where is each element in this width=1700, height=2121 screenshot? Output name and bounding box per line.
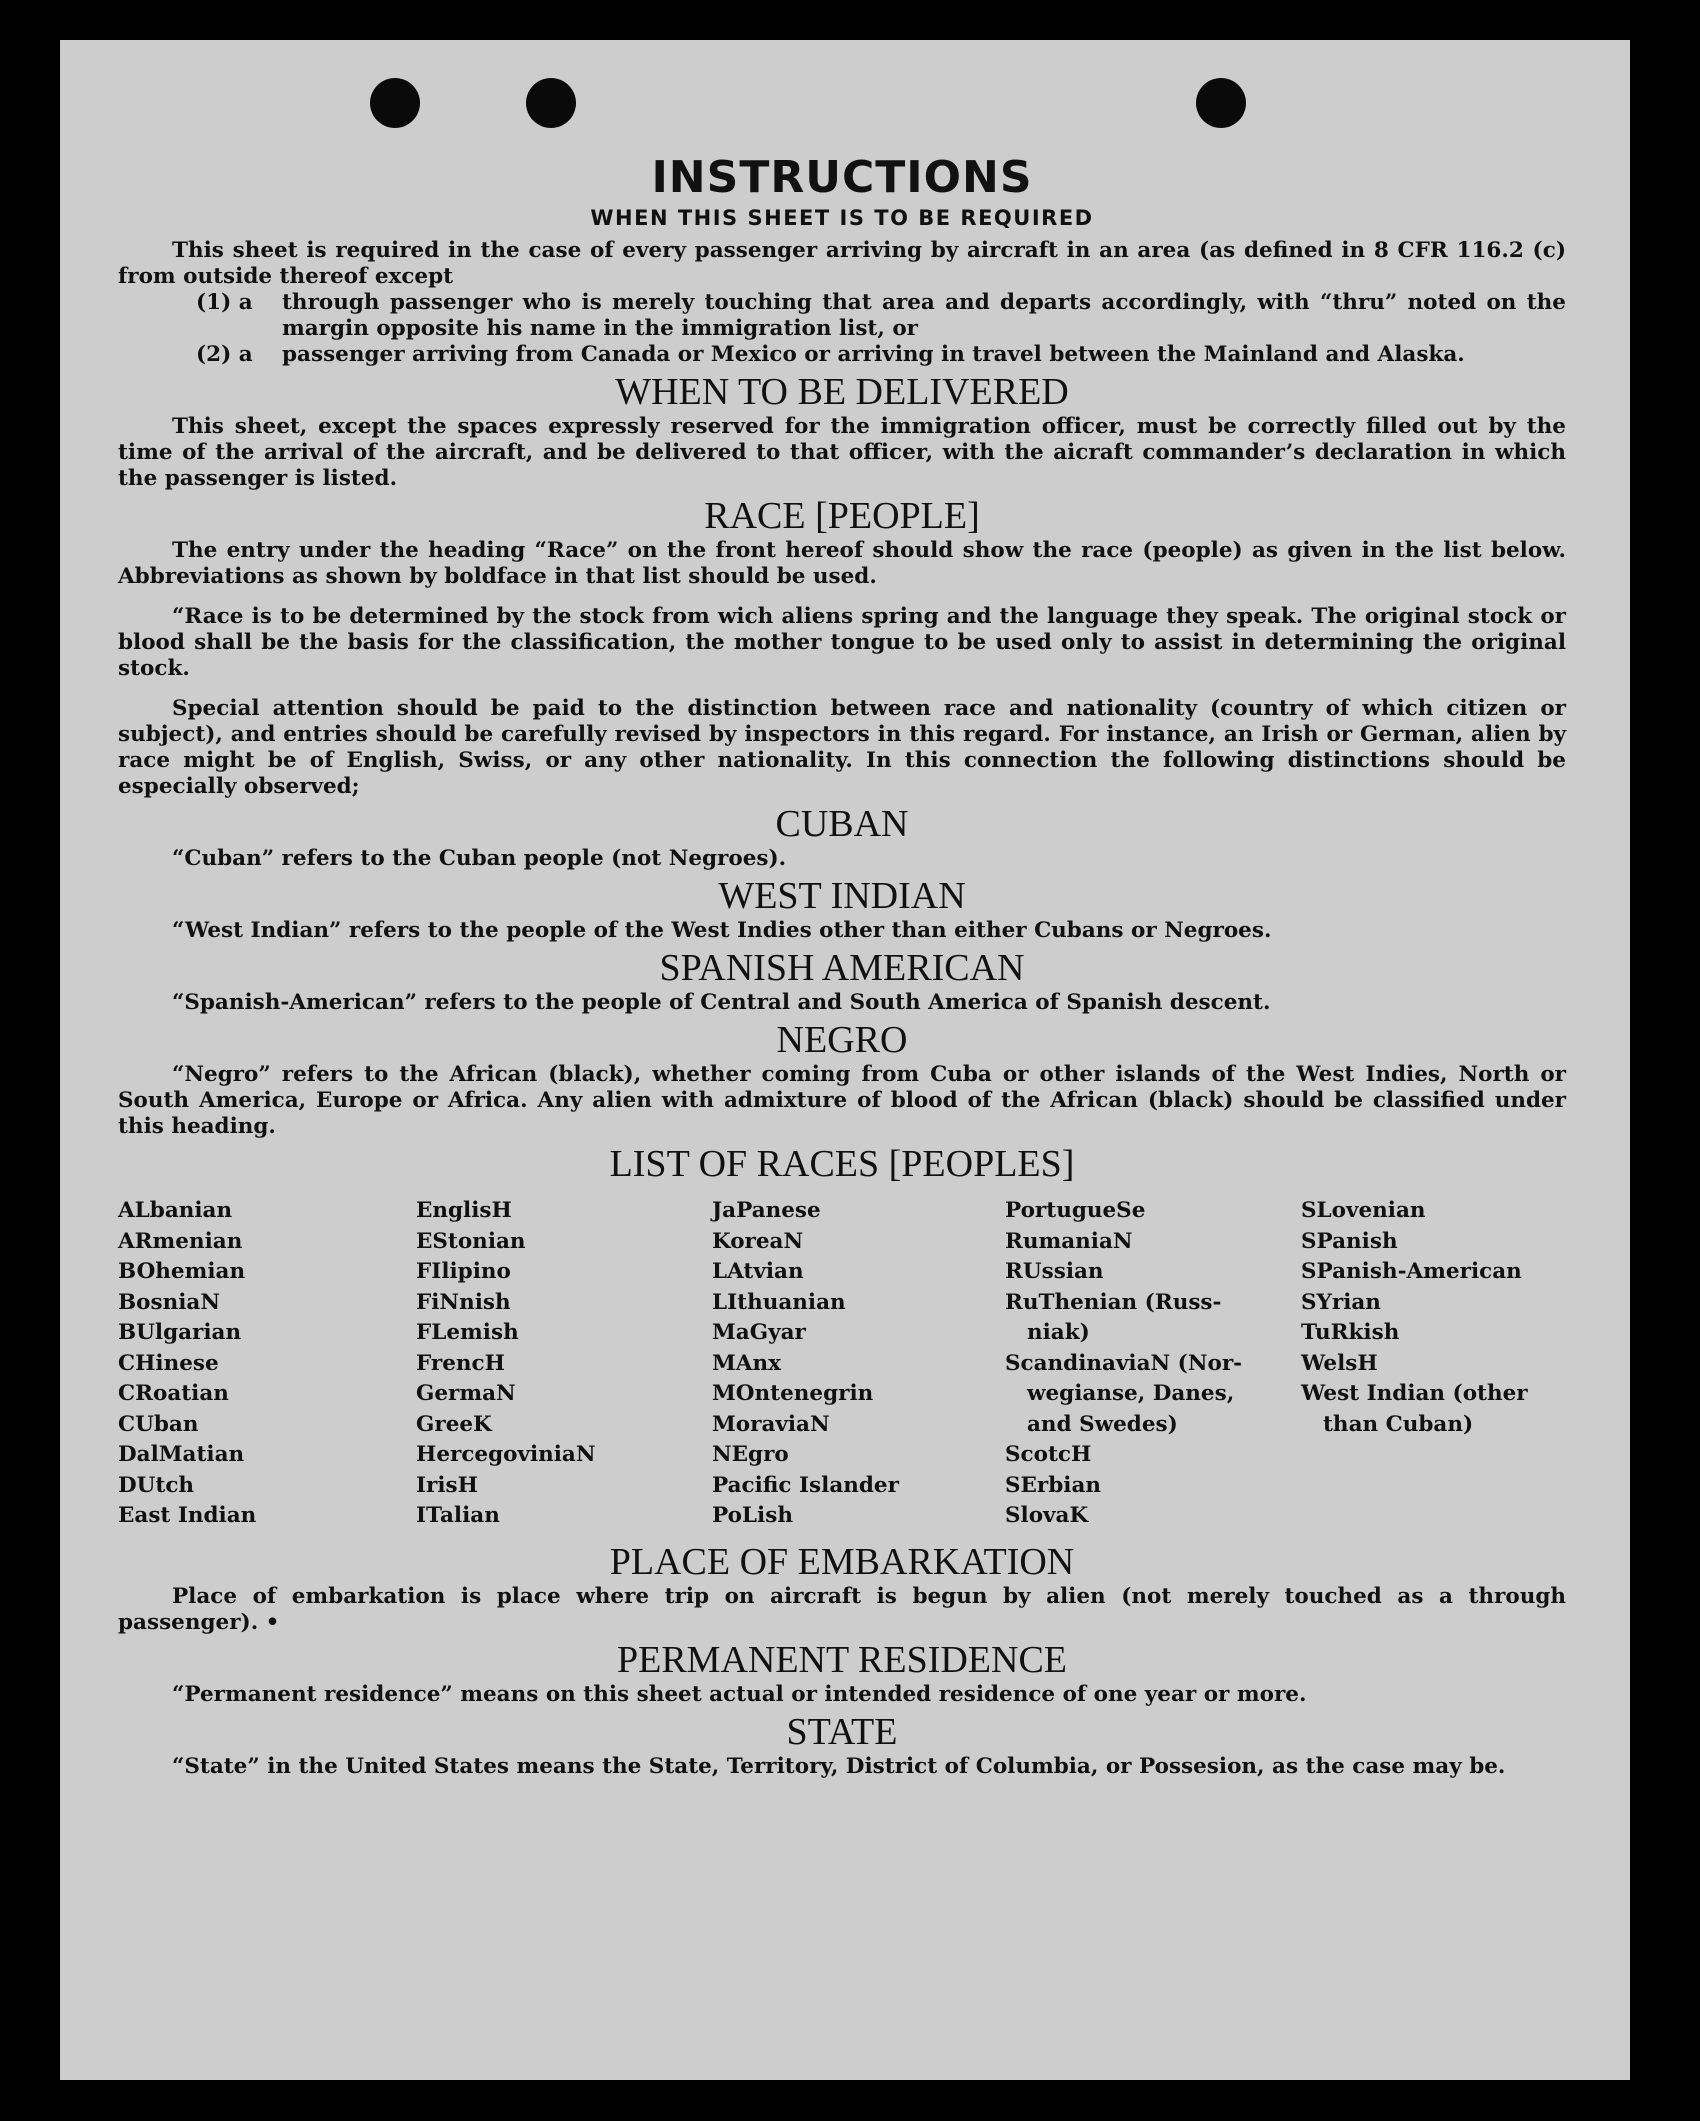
race-entry: FrencH	[416, 1350, 505, 1376]
races-column-2	[416, 1196, 712, 1532]
race-entry: ScandinaviaN (Nor-	[1005, 1350, 1243, 1376]
list-item-number: (2) a	[196, 342, 253, 367]
race-entry: Pacific Islander	[712, 1472, 899, 1498]
races-column-4	[1005, 1196, 1301, 1532]
races-column-3	[712, 1196, 1005, 1532]
spanish-american-paragraph: “Spanish-American” refers to the people of Central and South America of Spanish descent.	[172, 990, 1271, 1015]
race-entry: niak)	[1027, 1320, 1090, 1345]
list-item-text: through passenger who is merely touching that area and departs accordingly, with “thru” noted on the margin opposite his name in the immigration list, or	[282, 290, 1566, 341]
race-entry: and Swedes)	[1027, 1411, 1178, 1437]
race-entry: SPanish	[1301, 1228, 1398, 1254]
race-entry: MAnx	[712, 1350, 781, 1376]
race-entry: PortugueSe	[1005, 1198, 1146, 1223]
permanent-residence-paragraph: “Permanent residence” means on this sheet actual or intended residence of one year or more.	[172, 1681, 1307, 1707]
intro-paragraph: This sheet is required in the case of every passenger arriving by aircraft in an area (as defined in 8 CFR 116.2 (c) from outside thereof except	[118, 238, 1566, 289]
race-entry: NEgro	[712, 1442, 789, 1467]
race-entry: ITalian	[416, 1503, 500, 1528]
race-entry: FIlipino	[416, 1259, 511, 1284]
list-item	[196, 342, 1566, 368]
races-list	[118, 1196, 1566, 1532]
race-entry: BOhemian	[118, 1259, 246, 1284]
section-heading-delivered: WHEN TO BE DELIVERED	[615, 371, 1069, 413]
race-entry: MOntenegrin	[712, 1381, 874, 1406]
race-entry: than Cuban)	[1323, 1411, 1474, 1437]
race-entry: ScotcH	[1005, 1442, 1092, 1467]
race-entry: RUssian	[1005, 1259, 1104, 1284]
section-heading-west-indian: WEST INDIAN	[718, 875, 966, 917]
section-heading-spanish-american: SPANISH AMERICAN	[659, 947, 1025, 989]
race-entry: DalMatian	[118, 1442, 245, 1467]
races-column-5	[1301, 1196, 1563, 1532]
race-entry: LAtvian	[712, 1259, 804, 1284]
instructions-body	[118, 152, 1566, 1780]
west-indian-paragraph: “West Indian” refers to the people of the West Indies other than either Cubans or Negroes.	[172, 918, 1272, 943]
race-entry: PoLish	[712, 1503, 793, 1528]
race-entry: KoreaN	[712, 1228, 804, 1254]
race-entry: wegianse, Danes,	[1027, 1381, 1235, 1406]
section-heading-list-of-races: LIST OF RACES [PEOPLES]	[609, 1143, 1075, 1185]
embarkation-paragraph: Place of embarkation is place where trip on aircraft is begun by alien (not merely touched as a through passenger). •	[118, 1583, 1566, 1635]
delivered-paragraph: This sheet, except the spaces expressly reserved for the immigration officer, must be correctly filled out by the time of the arrival of the aircraft, and be delivered to that officer, with the aicraft commander’s declaration in which the passenger is listed.	[118, 414, 1566, 491]
page-subtitle: WHEN THIS SHEET IS TO BE REQUIRED	[590, 206, 1094, 230]
race-entry: East Indian	[118, 1503, 257, 1528]
race-entry: FiNnish	[416, 1289, 511, 1315]
race-entry: SLovenian	[1301, 1198, 1426, 1223]
cuban-paragraph: “Cuban” refers to the Cuban people (not Negroes).	[172, 846, 787, 871]
race-entry: HercegoviniaN	[416, 1442, 596, 1467]
race-entry: TuRkish	[1301, 1320, 1400, 1345]
state-paragraph: “State” in the United States means the State, Territory, District of Columbia, or Possesion, as the case may be.	[172, 1753, 1506, 1779]
section-heading-state: STATE	[786, 1710, 898, 1753]
section-heading-negro: NEGRO	[776, 1019, 908, 1061]
race-entry: RuThenian (Russ-	[1005, 1289, 1222, 1315]
race-paragraph-1: The entry under the heading “Race” on the front hereof should show the race (people) as given in the list below. Abbreviations as shown by boldface in that list should be used.	[118, 538, 1566, 589]
punch-hole-left	[370, 78, 420, 128]
race-entry: MaGyar	[712, 1320, 806, 1345]
race-entry: West Indian (other	[1301, 1381, 1528, 1406]
race-entry: BosniaN	[118, 1289, 220, 1315]
race-entry: LIthuanian	[712, 1289, 846, 1315]
race-entry: CHinese	[118, 1350, 219, 1376]
race-entry: IrisH	[416, 1472, 478, 1498]
list-item	[196, 290, 1566, 342]
race-entry: MoraviaN	[712, 1411, 830, 1437]
race-entry: FLemish	[416, 1320, 519, 1345]
race-entry: DUtch	[118, 1472, 195, 1498]
document-page	[60, 40, 1630, 2080]
race-entry: EStonian	[416, 1228, 526, 1254]
section-heading-race: RACE [PEOPLE]	[704, 495, 980, 537]
race-entry: SErbian	[1005, 1472, 1102, 1498]
race-entry: EnglisH	[416, 1198, 512, 1223]
race-entry: JaPanese	[712, 1198, 821, 1223]
race-paragraph-3: Special attention should be paid to the distinction between race and nationality (country of which citizen or subject), and entries should be carefully revised by inspectors in this regard. For instance, an Irish or German, alien by race might be of English, Swiss, or any other nationality. In this connection the following distinctions should be especially observed;	[118, 696, 1566, 799]
race-entry: CUban	[118, 1411, 199, 1437]
section-heading-embarkation: PLACE OF EMBARKATION	[609, 1540, 1075, 1583]
race-entry: CRoatian	[118, 1381, 229, 1406]
page-title: INSTRUCTIONS	[651, 152, 1033, 203]
negro-paragraph: “Negro” refers to the African (black), whether coming from Cuba or other islands of the West Indies, North or South America, Europe or Africa. Any alien with admixture of blood of the African (black) should be classified under this heading.	[118, 1062, 1566, 1139]
section-heading-permanent-residence: PERMANENT RESIDENCE	[616, 1638, 1068, 1681]
race-entry: GreeK	[416, 1411, 492, 1437]
punch-hole-right	[1196, 78, 1246, 128]
races-column-1	[118, 1196, 416, 1532]
list-item-text: passenger arriving from Canada or Mexico or arriving in travel between the Mainland and Alaska.	[282, 342, 1465, 367]
race-entry: SYrian	[1301, 1289, 1381, 1315]
section-heading-cuban: CUBAN	[775, 803, 909, 845]
race-entry: ARmenian	[118, 1228, 243, 1254]
race-entry: SPanish-American	[1301, 1259, 1522, 1284]
race-entry: BUlgarian	[118, 1320, 242, 1345]
race-entry: RumaniaN	[1005, 1228, 1133, 1254]
race-entry: SlovaK	[1005, 1503, 1089, 1528]
exception-list	[196, 290, 1566, 368]
race-entry: ALbanian	[118, 1198, 233, 1223]
punch-hole-center	[526, 78, 576, 128]
race-paragraph-2: “Race is to be determined by the stock from wich aliens spring and the language they speak. The original stock or blood shall be the basis for the classification, the mother tongue to be used only to assist in determining the original stock.	[118, 604, 1566, 681]
list-item-number: (1) a	[196, 290, 253, 315]
race-entry: GermaN	[416, 1381, 516, 1406]
race-entry: WelsH	[1301, 1350, 1378, 1376]
